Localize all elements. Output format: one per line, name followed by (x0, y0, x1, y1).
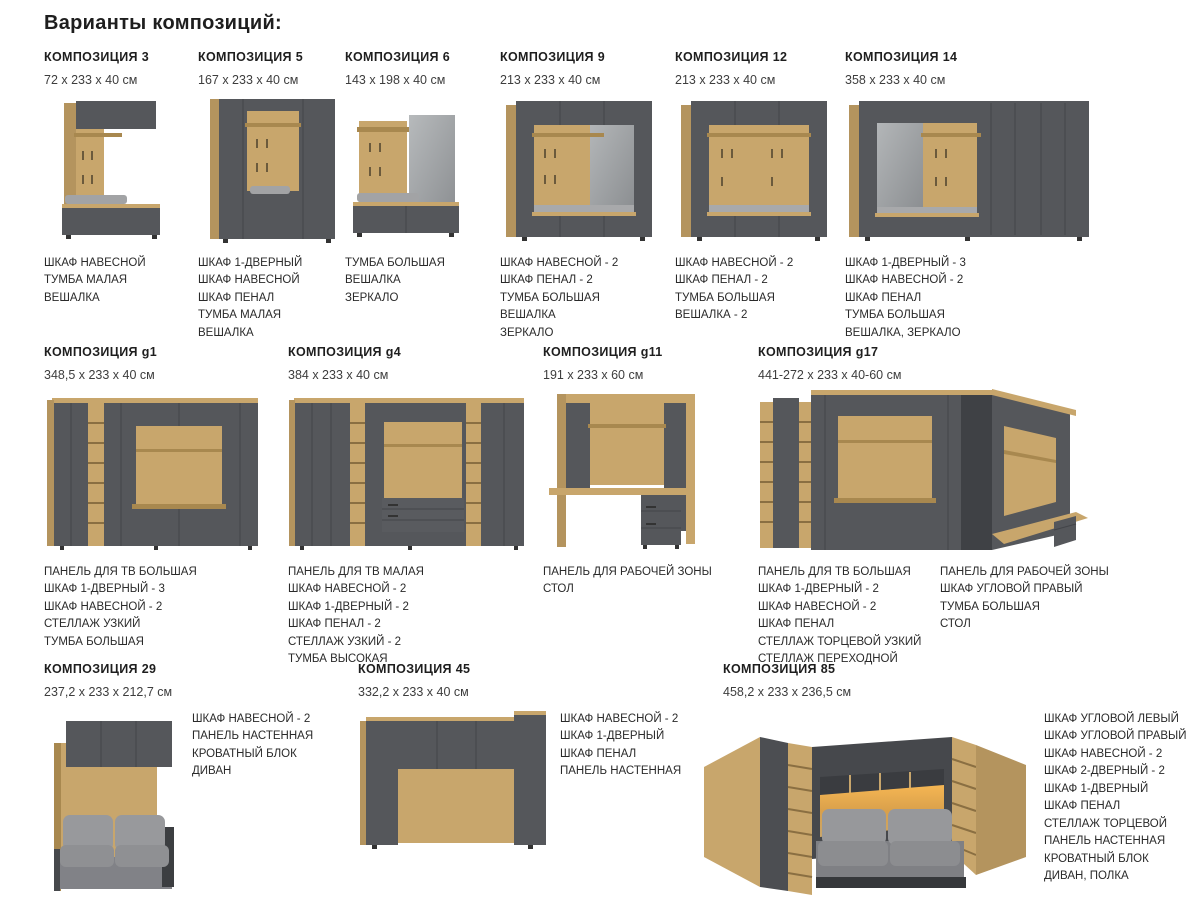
tv-wall-unit-illustration (44, 392, 266, 552)
component-item: ШКАФ ПЕНАЛ (758, 618, 835, 631)
component-item: ШКАФ 1-ДВЕРНЫЙ - 3 (44, 583, 165, 596)
hallway-unit-illustration (198, 95, 343, 243)
component-item: СТЕЛЛАЖ ТОРЦЕВОЙ (1044, 817, 1167, 830)
component-list (845, 255, 1105, 342)
component-item: ШКАФ НАВЕСНОЙ - 2 (44, 600, 163, 613)
component-item: ДИВАН, ПОЛКА (1044, 870, 1129, 883)
composition-dimensions: 348,5 x 233 x 40 см (44, 368, 155, 382)
component-item: СТЕЛЛАЖ УЗКИЙ (44, 618, 141, 631)
component-item: ШКАФ ПЕНАЛ (1044, 800, 1121, 813)
component-item: ШКАФ НАВЕСНОЙ - 2 (675, 257, 794, 269)
composition-card-5 (198, 50, 343, 342)
component-item: ШКАФ 1-ДВЕРНЫЙ - 3 (845, 257, 966, 269)
composition-dimensions: 358 x 233 x 40 см (845, 73, 946, 87)
component-item: ШКАФ НАВЕСНОЙ - 2 (1044, 747, 1163, 760)
composition-dimensions: 237,2 x 233 x 212,7 см (44, 685, 173, 699)
composition-card-45 (358, 662, 682, 857)
component-item: ШКАФ НАВЕСНОЙ - 2 (288, 583, 407, 596)
component-list (198, 255, 343, 342)
component-list (560, 711, 681, 857)
composition-dimensions: 458,2 x 233 x 236,5 см (723, 685, 852, 699)
composition-dimensions: 213 x 233 x 40 см (500, 73, 601, 87)
component-list (44, 255, 194, 307)
component-item: ВЕШАЛКА (198, 326, 254, 339)
page-title: Варианты композиций: (44, 12, 283, 34)
component-item: ТУМБА МАЛАЯ (198, 309, 282, 322)
component-item: СТОЛ (543, 583, 574, 596)
component-list (345, 255, 495, 307)
component-item: КРОВАТНЫЙ БЛОК (1044, 852, 1149, 865)
component-list (500, 255, 665, 342)
component-item: ШКАФ УГЛОВОЙ ПРАВЫЙ (1044, 730, 1187, 743)
composition-image (345, 93, 495, 243)
composition-dimensions: 191 x 233 x 60 см (543, 368, 644, 382)
composition-title: КОМПОЗИЦИЯ 12 (675, 50, 788, 64)
component-list (192, 711, 313, 899)
composition-image (543, 388, 743, 552)
wall-bed-sofa-illustration (30, 709, 180, 899)
component-item: ШКАФ 1-ДВЕРНЫЙ (560, 730, 665, 743)
component-item: ШКАФ УГЛОВОЙ ЛЕВЫЙ (1044, 713, 1179, 725)
composition-image (500, 93, 665, 243)
component-item: ТУМБА БОЛЬШАЯ (845, 309, 945, 322)
component-item: ЗЕРКАЛО (345, 291, 399, 304)
component-item: ШКАФ 1-ДВЕРНЫЙ (1044, 782, 1149, 795)
component-item: ШКАФ ПЕНАЛ (560, 747, 637, 760)
component-item: СТОЛ (940, 618, 971, 631)
component-list (288, 564, 538, 669)
composition-card-14 (845, 50, 1105, 342)
component-list (44, 564, 279, 651)
component-item: ТУМБА БОЛЬШАЯ (940, 600, 1040, 613)
hallway-unit-illustration (675, 95, 835, 243)
component-item: ПАНЕЛЬ НАСТЕННАЯ (560, 765, 682, 778)
composition-image (198, 93, 343, 243)
component-item: ТУМБА БОЛЬШАЯ (675, 291, 775, 304)
composition-image (44, 93, 194, 243)
composition-card-12 (675, 50, 840, 325)
composition-body (30, 709, 330, 899)
component-item: ПАНЕЛЬ ДЛЯ РАБОЧЕЙ ЗОНЫ (940, 566, 1109, 578)
composition-dimensions: 332,2 x 233 x 40 см (358, 685, 469, 699)
composition-title: КОМПОЗИЦИЯ g4 (288, 345, 401, 359)
component-list (543, 564, 743, 599)
composition-title: КОМПОЗИЦИЯ g11 (543, 345, 663, 359)
component-item: ТУМБА МАЛАЯ (44, 274, 128, 287)
composition-image (675, 93, 840, 243)
component-item: ВЕШАЛКА (44, 291, 100, 304)
component-item: ШКАФ 2-ДВЕРНЫЙ - 2 (1044, 765, 1165, 778)
component-item: ШКАФ 1-ДВЕРНЫЙ - 2 (758, 583, 879, 596)
component-item: ТУМБА БОЛЬШАЯ (44, 635, 144, 648)
hallway-unit-illustration (500, 95, 660, 243)
hallway-unit-illustration (845, 95, 1095, 243)
tv-wall-unit-illustration (288, 392, 530, 552)
composition-dimensions: 441-272 x 233 x 40-60 см (758, 368, 902, 382)
composition-title: КОМПОЗИЦИЯ 3 (44, 50, 150, 64)
composition-card-29 (30, 662, 330, 899)
composition-title: КОМПОЗИЦИЯ 5 (198, 50, 304, 64)
component-item: ВЕШАЛКА (345, 274, 401, 287)
component-item: ВЕШАЛКА, ЗЕРКАЛО (845, 326, 961, 339)
component-item: ДИВАН (192, 765, 232, 778)
component-item: ПАНЕЛЬ ДЛЯ ТВ БОЛЬШАЯ (758, 566, 911, 578)
composition-title: КОМПОЗИЦИЯ 45 (358, 662, 471, 676)
bed-surround-illustration (358, 709, 548, 857)
component-item: ТУМБА БОЛЬШАЯ (345, 257, 445, 269)
component-item: ШКАФ ПЕНАЛ - 2 (288, 618, 381, 631)
component-item: ШКАФ НАВЕСНОЙ - 2 (500, 257, 619, 269)
composition-card-3 (44, 50, 194, 307)
hallway-unit-illustration (44, 95, 164, 243)
component-item: ВЕШАЛКА (500, 309, 556, 322)
composition-card-g11 (543, 345, 743, 599)
component-item: ШКАФ НАВЕСНОЙ - 2 (192, 713, 311, 725)
composition-image (288, 388, 538, 552)
component-list (675, 255, 840, 325)
component-item: ШКАФ НАВЕСНОЙ - 2 (560, 713, 679, 725)
composition-dimensions: 167 x 233 x 40 см (198, 73, 299, 87)
component-item: СТЕЛЛАЖ ПЕРЕХОДНОЙ (758, 653, 898, 666)
composition-title: КОМПОЗИЦИЯ 6 (345, 50, 451, 64)
component-item: КРОВАТНЫЙ БЛОК (192, 747, 297, 760)
composition-body (358, 709, 682, 857)
desk-unit-illustration (543, 388, 703, 552)
composition-title: КОМПОЗИЦИЯ 85 (723, 662, 836, 676)
component-item: СТЕЛЛАЖ УЗКИЙ - 2 (288, 635, 402, 648)
component-item: ВЕШАЛКА - 2 (675, 309, 748, 322)
composition-title: КОМПОЗИЦИЯ 14 (845, 50, 958, 64)
composition-dimensions: 384 x 233 x 40 см (288, 368, 389, 382)
component-list-secondary (940, 564, 1109, 669)
composition-body (700, 709, 1187, 909)
composition-dimensions: 72 x 233 x 40 см (44, 73, 138, 87)
composition-title: КОМПОЗИЦИЯ 29 (44, 662, 157, 676)
composition-image (358, 709, 548, 857)
corner-wall-unit-illustration (758, 384, 1090, 552)
component-list (758, 564, 940, 669)
component-item: ШКАФ ПЕНАЛ - 2 (500, 274, 593, 287)
component-item: ШКАФ ПЕНАЛ (198, 291, 275, 304)
component-item: ТУМБА БОЛЬШАЯ (500, 291, 600, 304)
composition-image (845, 93, 1105, 243)
composition-title: КОМПОЗИЦИЯ 9 (500, 50, 606, 64)
composition-dimensions: 143 x 198 x 40 см (345, 73, 446, 87)
component-item: ШКАФ 1-ДВЕРНЫЙ - 2 (288, 600, 409, 613)
component-item: ШКАФ НАВЕСНОЙ (44, 257, 146, 269)
composition-image (700, 709, 1032, 909)
composition-image (30, 709, 180, 899)
component-lists (758, 552, 1158, 669)
composition-dimensions: 213 x 233 x 40 см (675, 73, 776, 87)
composition-image (758, 388, 1158, 552)
composition-title: КОМПОЗИЦИЯ g1 (44, 345, 157, 359)
component-item: СТЕЛЛАЖ ТОРЦЕВОЙ УЗКИЙ (758, 635, 922, 648)
component-item: ПАНЕЛЬ ДЛЯ ТВ БОЛЬШАЯ (44, 566, 197, 578)
component-item: ШКАФ НАВЕСНОЙ (198, 274, 300, 287)
component-item: ПАНЕЛЬ ДЛЯ ТВ МАЛАЯ (288, 566, 424, 578)
hallway-unit-illustration (345, 95, 467, 243)
component-item: ТУМБА ВЫСОКАЯ (288, 653, 388, 666)
component-item: ПАНЕЛЬ НАСТЕННАЯ (192, 730, 314, 743)
composition-card-g1 (44, 345, 279, 651)
composition-title: КОМПОЗИЦИЯ g17 (758, 345, 879, 359)
component-item: ШКАФ УГЛОВОЙ ПРАВЫЙ (940, 583, 1083, 596)
component-item: ШКАФ 1-ДВЕРНЫЙ (198, 257, 303, 269)
component-item: ШКАФ НАВЕСНОЙ - 2 (845, 274, 964, 287)
composition-card-g4 (288, 345, 538, 669)
composition-card-6 (345, 50, 495, 307)
component-item: ШКАФ ПЕНАЛ - 2 (675, 274, 768, 287)
composition-card-g17 (758, 345, 1158, 669)
composition-image (44, 388, 279, 552)
corner-bed-sofa-illustration (700, 709, 1032, 909)
composition-card-85 (700, 662, 1187, 909)
component-item: ПАНЕЛЬ НАСТЕННАЯ (1044, 835, 1166, 848)
composition-card-9 (500, 50, 665, 342)
component-item: ЗЕРКАЛО (500, 326, 554, 339)
component-item: ШКАФ ПЕНАЛ (845, 291, 922, 304)
component-item: ШКАФ НАВЕСНОЙ - 2 (758, 600, 877, 613)
component-list (1044, 711, 1187, 909)
component-item: ПАНЕЛЬ ДЛЯ РАБОЧЕЙ ЗОНЫ (543, 566, 712, 578)
